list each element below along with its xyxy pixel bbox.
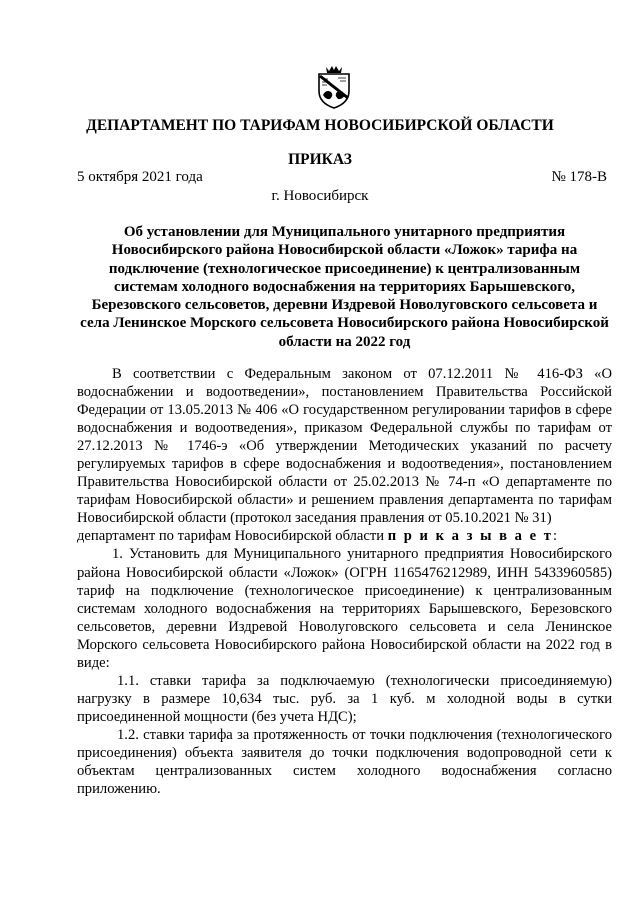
orders-word: п р и к а з ы в а е т <box>387 528 553 545</box>
order-body <box>77 365 612 798</box>
document-type-title: ПРИКАЗ <box>288 151 352 168</box>
department-name: ДЕПАРТАМЕНТ ПО ТАРИФАМ НОВОСИБИРСКОЙ ОБЛАСТИ <box>86 117 554 134</box>
order-number: № 178-В <box>551 169 607 185</box>
orders-colon: : <box>552 528 557 545</box>
orders-lead: департамент по тарифам Новосибирской области <box>77 528 385 545</box>
order-city: г. Новосибирск <box>271 188 369 204</box>
order-date: 5 октября 2021 года <box>77 169 203 185</box>
novosibirsk-coat-of-arms-icon <box>314 65 354 109</box>
item-1-1-paragraph: 1.1. ставки тарифа за подключаемую (технологически присоединяемую) нагрузку в размере 10,634 тыс. руб. за 1 куб. м холодной воды в сутки присоединенной мощности (без учета НДС); <box>77 672 612 725</box>
item-1-2-paragraph: 1.2. ставки тарифа за протяженность от точки подключения (технологического присоединения) объекта заявителя до точки подключения водопроводной сети к объектам централизованных систем холодного водоснабжения согласно приложению. <box>77 726 612 798</box>
item-1-paragraph: 1. Установить для Муниципального унитарного предприятия Новосибирского района Новосибирской области «Ложок» (ОГРН 1165476212989, ИНН 5433960585) тариф на подключение (технологическое присоединение) к централизованным системам холодного водоснабжения на территориях Барышевского, Березовского сельсоветов, деревни Издревой Новолуговского сельсовета и села Ленинское Морского сельсовета Новосибирского района Новосибирской области на 2022 год в виде: <box>77 546 612 671</box>
preamble-paragraph: В соответствии с Федеральным законом от 07.12.2011 № 416-ФЗ «О водоснабжении и водоотведении», постановлением Правительства Российской Федерации от 13.05.2013 № 406 «О государственном регулировании тарифов в сфере водоснабжения и водоотведения», приказом Федеральной службы по тарифам от 27.12.2013 № 1746-э «Об утверждении Методических указаний по расчету регулируемых тарифов в сфере водоснабжения и водоотведения», постановлением Правительства Новосибирской области от 25.02.2013 № 74-п «О департаменте по тарифам Новосибирской области» и решением правления департамента по тарифам Новосибирской области (протокол заседания правления от 05.10.2021 № 31) <box>77 366 612 527</box>
order-subject: Об установлении для Муниципального унитарного предприятия Новосибирского района Новосибирской области «Ложок» тарифа на подключение (технологическое присоединение) к централизованным системам холодного водоснабжения на территориях Барышевского, Березовского сельсоветов, деревни Издревой Новолуговского сельсовета и села Ленинское Морского сельсовета Новосибирского района Новосибирской области на 2022 год <box>80 224 609 350</box>
orders-line <box>77 527 612 545</box>
date-number-row <box>77 168 607 186</box>
